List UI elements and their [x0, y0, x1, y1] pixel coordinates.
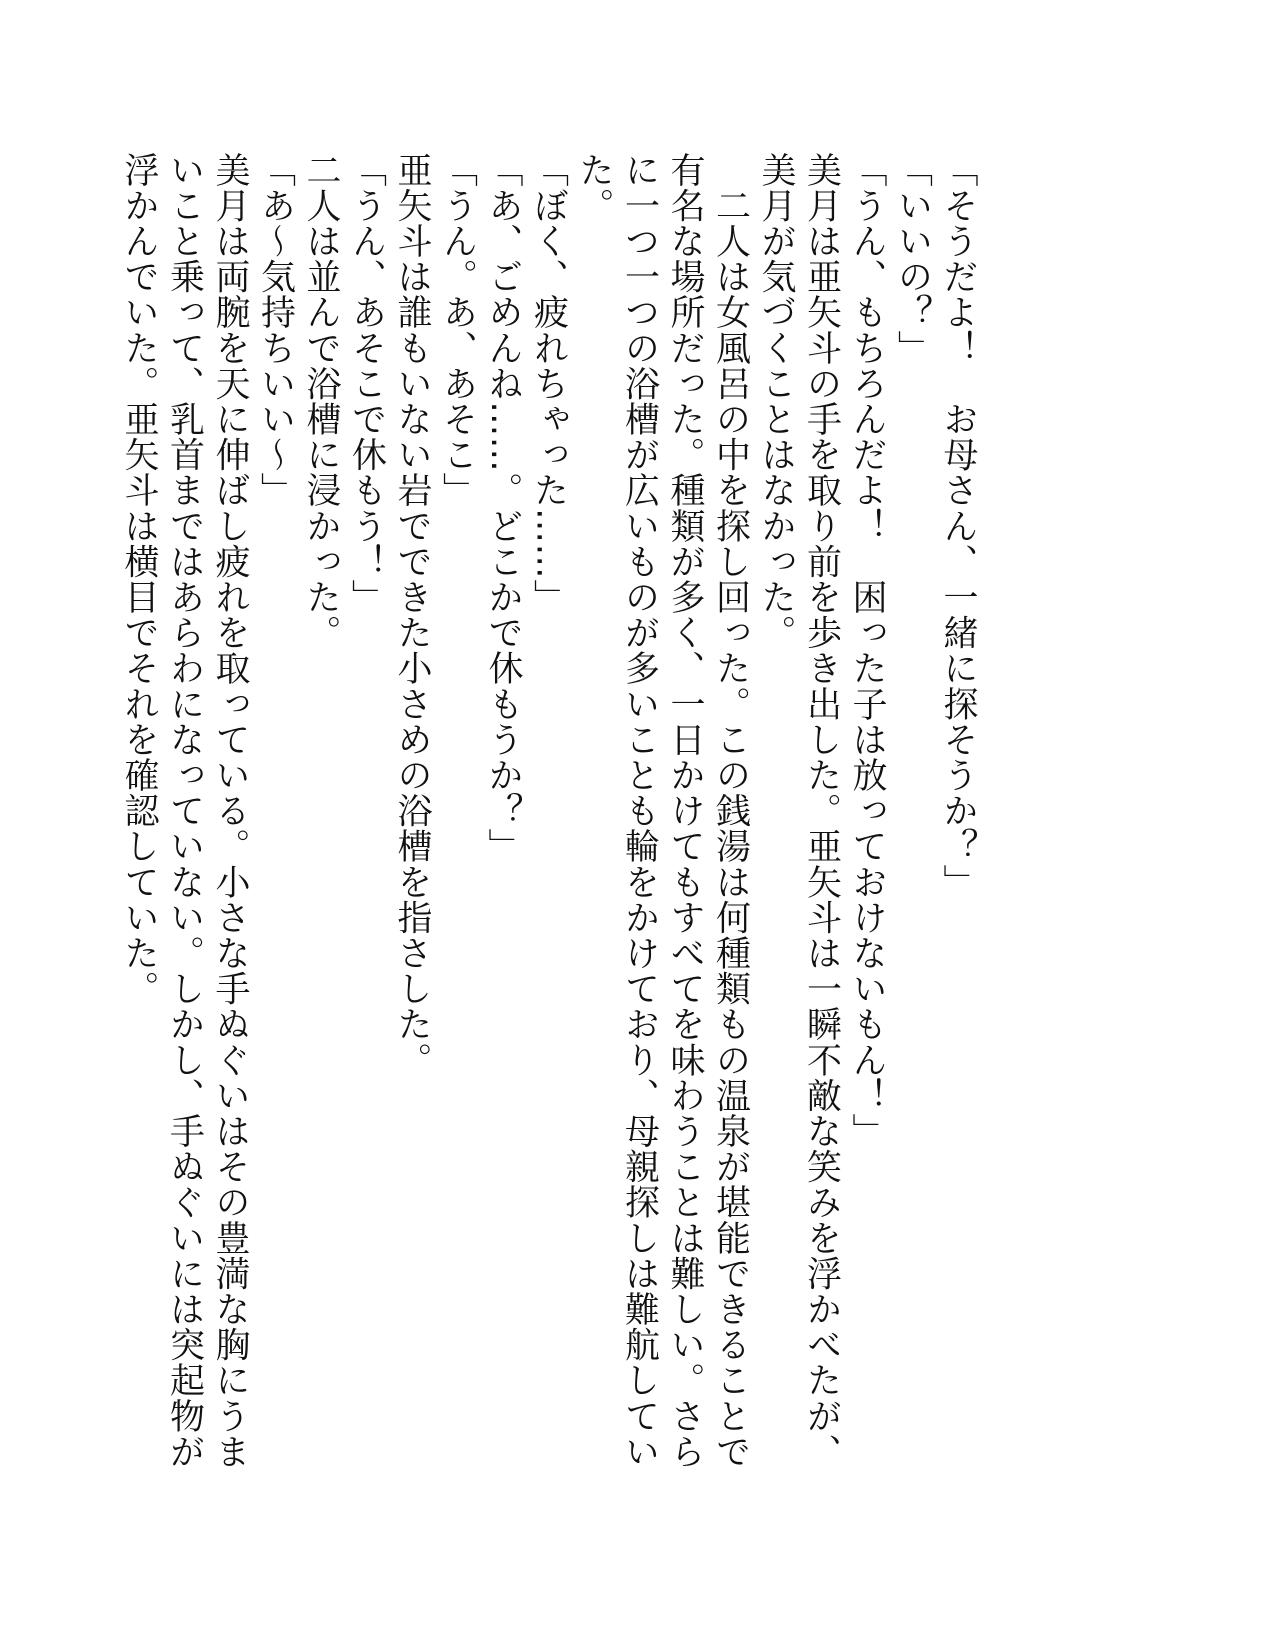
dialogue-line: 「ぼく、疲れちゃった……」 — [528, 152, 569, 615]
dialogue-line: 「うん、あそこで休もう！」 — [346, 152, 387, 615]
narration-paragraph: 美月は亜矢斗の手を取り前を歩き出した。亜矢斗は一瞬不敵な笑みを浮かべたが、美月が気づくことはなかった。 — [756, 152, 842, 1470]
narration-paragraph: 二人は女風呂の中を探し回った。この銭湯は何種類もの温泉が堪能できることで有名な場所だった。種類が多く、一日かけてもすべてを味わうことは難しい。さらに一つ一つの浴槽が広いものが多いことも輪をかけており、母親探しは難航していた。 — [574, 152, 751, 1470]
dialogue-line: 「うん。あ、あそこ」 — [437, 152, 478, 508]
dialogue-line: 「あ、ごめんね……。どこかで休もうか？」 — [483, 152, 523, 864]
narration-paragraph: 二人は並んで浴槽に浸かった。 — [301, 152, 341, 651]
dialogue-line: 「うん、もちろんだよ！ 困った子は放っておけないもん！」 — [847, 152, 887, 1149]
narration-paragraph: 亜矢斗は誰もいない岩でできた小さめの浴槽を指さした。 — [392, 152, 432, 1078]
dialogue-line: 「あ～気持ちいい～」 — [255, 152, 296, 508]
narration-paragraph: 美月は両腕を天に伸ばし疲れを取っている。小さな手ぬぐいはその豊満な胸にうまいこと乗って、乳首まではあらわになっていない。しかし、手ぬぐいには突起物が浮かんでいた。亜矢斗は横目でそれを確認していた。 — [119, 152, 250, 1470]
vertical-text-body — [116, 152, 981, 1497]
dialogue-line: 「そうだよ！ お母さん、一緒に探そうか？」 — [938, 152, 978, 900]
dialogue-line: 「いいの？」 — [892, 152, 933, 366]
